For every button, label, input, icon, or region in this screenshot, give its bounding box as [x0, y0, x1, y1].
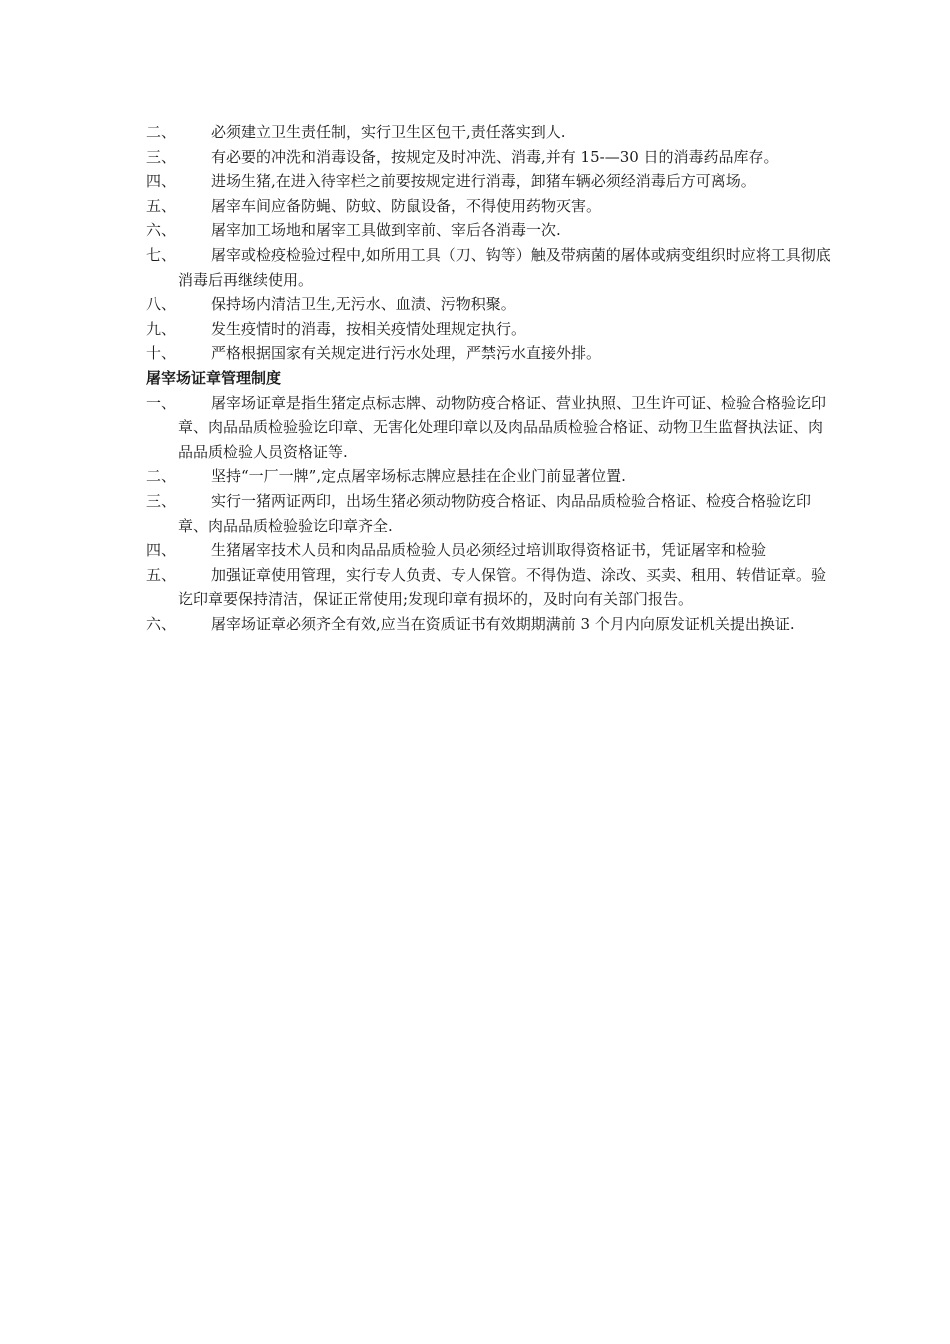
list-item: [146, 464, 836, 489]
list-item: [146, 120, 836, 145]
certificate-list: [146, 391, 836, 637]
list-item: [146, 317, 836, 342]
item-number: 三、: [146, 491, 177, 510]
item-number: 六、: [146, 221, 177, 240]
item-number: 二、: [146, 467, 177, 486]
item-number: 二、: [146, 123, 177, 141]
item-number: 四、: [146, 172, 177, 191]
item-number: 五、: [146, 196, 177, 215]
list-item: [146, 194, 836, 219]
document-page: [146, 120, 836, 636]
list-item: [146, 169, 836, 194]
item-number: 一、: [146, 393, 177, 412]
item-text: 加强证章使用管理，实行专人负责、专人保管。不得伪造、涂改、买卖、租用、转借证章。验讫印章要保持清洁，保证正常使用;发现印章有损坏的，及时向有关部门报告。: [178, 565, 827, 609]
item-text: 实行一猪两证两印，出场生猪必须动物防疫合格证、肉品品质检验合格证、检疫合格验讫印章、肉品品质检验验讫印章齐全.: [178, 491, 812, 535]
item-text: 生猪屠宰技术人员和肉品品质检验人员必须经过培训取得资格证书，凭证屠宰和检验: [211, 541, 767, 560]
list-item: [146, 612, 836, 637]
section-heading: 屠宰场证章管理制度: [146, 368, 282, 387]
item-text: 严格根据国家有关规定进行污水处理，严禁污水直接外排。: [211, 344, 602, 363]
list-item: [146, 563, 836, 612]
item-text: 屠宰车间应备防蝇、防蚊、防鼠设备，不得使用药物灭害。: [211, 196, 602, 215]
list-item: [146, 218, 836, 243]
item-number: 七、: [146, 245, 177, 264]
item-number: 三、: [146, 147, 177, 166]
item-text: 有必要的冲洗和消毒设备，按规定及时冲洗、消毒,并有 15-—30 日的消毒药品库存。: [211, 147, 779, 166]
item-text: 屠宰场证章必须齐全有效,应当在资质证书有效期期满前 3 个月内向原发证机关提出换证.: [211, 614, 795, 633]
sanitation-list: [146, 120, 836, 366]
list-item: [146, 145, 836, 170]
item-number: 四、: [146, 541, 177, 560]
item-number: 六、: [146, 614, 177, 633]
item-text: 进场生猪,在进入待宰栏之前要按规定进行消毒，卸猪车辆必须经消毒后方可离场。: [211, 172, 756, 191]
item-text: 屠宰加工场地和屠宰工具做到宰前、宰后各消毒一次.: [211, 221, 561, 240]
item-text: 必须建立卫生责任制，实行卫生区包干,责任落实到人.: [211, 123, 566, 141]
item-text: 屠宰场证章是指生猪定点标志牌、动物防疫合格证、营业执照、卫生许可证、检验合格验讫印章、肉品品质检验验讫印章、无害化处理印章以及肉品品质检验合格证、动物卫生监督执法证、肉品品质检验人员资格证等.: [178, 393, 827, 461]
item-number: 九、: [146, 319, 177, 338]
item-number: 十、: [146, 344, 177, 363]
list-item: [146, 243, 836, 292]
list-item: [146, 391, 836, 465]
list-item: [146, 341, 836, 366]
item-text: 保持场内清洁卫生,无污水、血渍、污物积聚。: [211, 295, 516, 314]
list-item: [146, 538, 836, 563]
list-item: [146, 489, 836, 538]
item-text: 坚持“一厂一牌”,定点屠宰场标志牌应悬挂在企业门前显著位置.: [211, 467, 626, 486]
item-text: 发生疫情时的消毒，按相关疫情处理规定执行。: [211, 319, 527, 338]
item-text: 屠宰或检疫检验过程中,如所用工具（刀、钩等）触及带病菌的屠体或病变组织时应将工具彻底消毒后再继续使用。: [178, 245, 831, 289]
list-item: [146, 292, 836, 317]
item-number: 八、: [146, 295, 177, 314]
item-number: 五、: [146, 565, 177, 584]
